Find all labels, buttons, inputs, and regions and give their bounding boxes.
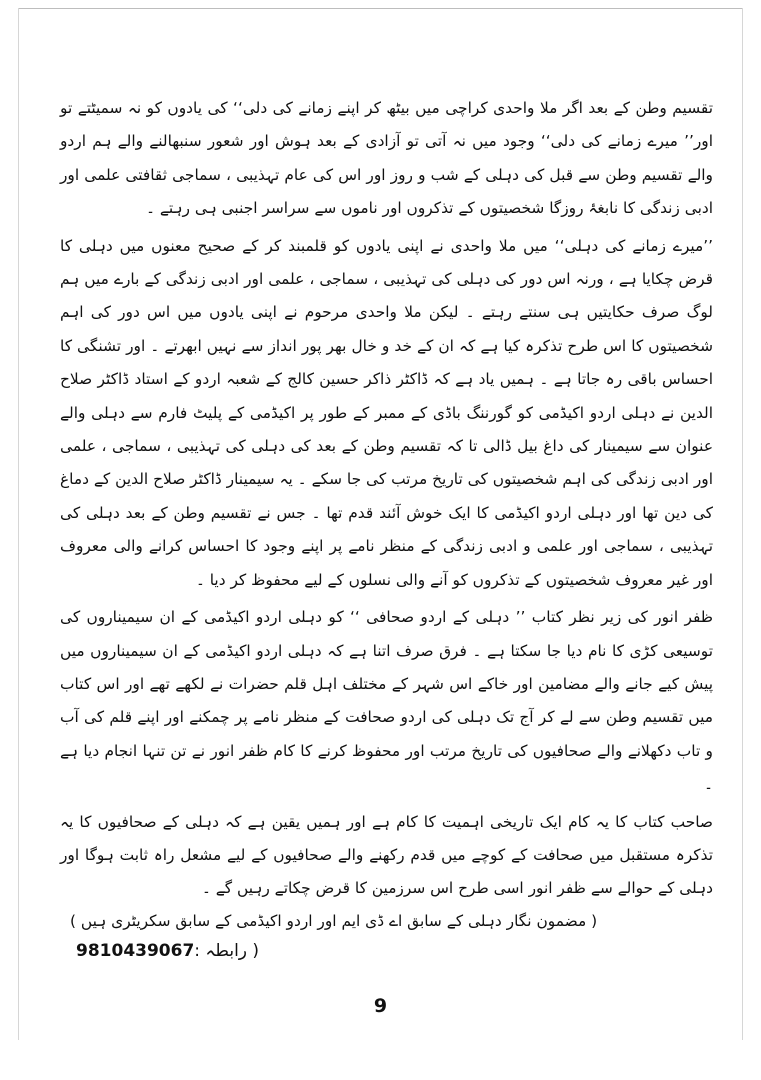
contact-line [76,938,259,964]
paragraph-1: تقسیم وطن کے بعد اگر ملا واحدی کراچی میں بیٹھ کر اپنے زمانے کی دلی‘‘ کی یادوں کو نہ سمیٹتے تو اور’’ میرے زمانے کی دلی‘‘ وجود میں نہ آتی تو آزادی کے بعد ہوش اور شعور سنبھالنے والے ہم اردو والے تقسیم وطن سے قبل کی دہلی کے شب و روز اور اس کی عام تہذیبی ، سماجی ثقافتی علمی اور ادبی زندگی کا نابغۂ روزگا شخصیتوں کے تذکروں اور ناموں سے سراسر اجنبی ہی رہتے ۔ [60,99,713,218]
contact-phone: 9810439067 [76,941,195,961]
page-right-edge [742,8,743,1040]
paragraph-4: صاحب کتاب کا یہ کام ایک تاریخی اہمیت کا کام ہے اور ہمیں یقین ہے کہ دہلی کے صحافیوں کا یہ تذکرہ مستقبل میں صحافت کے کوچے میں قدم رکھنے والے صحافیوں کے لیے مشعل راہ ثابت ہوگا اور دہلی کے حوالے سے ظفر انور اسی طرح اس سرزمین کا قرض چکاتے رہیں گے ۔ [60,812,713,898]
paragraph-3: ظفر انور کی زیر نظر کتاب ’’ دہلی کے اردو صحافی ‘‘ کو دہلی اردو اکیڈمی کے ان سیمیناروں کی توسیعی کڑی کا نام دیا جا سکتا ہے ۔ فرق صرف اتنا ہے کہ دہلی اردو اکیڈمی کے ان سیمیناروں میں پیش کیے جانے والے مضامین اور خاکے اس شہر کے مختلف اہل قلم حضرات نے لکھے تھے اور اس کتاب میں تقسیم وطن سے لے کر آج تک دہلی کی اردو صحافت کے منظر نامے پر چمکنے اور اپنے قلم کی آب و تاب دکھلانے والے صحافیوں کی تاریخ مرتب اور محفوظ کرنے کا کام ظفر انور نے تن تنہا انجام دیا ہے ۔ [60,608,713,794]
page-left-edge [18,8,19,1040]
paragraph-2: ’’میرے زمانے کی دہلی‘‘ میں ملا واحدی نے اپنی یادوں کو قلمبند کر کے صحیح معنوں میں دہلی کا قرض چکایا ہے ، ورنہ اس دور کی دہلی کی تہذیبی ، سماجی ، علمی اور ادبی زندگی کے بارے میں ہم لوگ صرف حکایتیں ہی سنتے رہتے ۔ لیکن ملا واحدی مرحوم نے اپنی یادوں میں اس دور کی اہم شخصیتوں کا اس طرح تذکرہ کیا ہے کہ ان کے خد و خال بھر پور انداز سے نہیں ابھرتے ۔ اور تشنگی کا احساس باقی رہ جاتا ہے ۔ ہمیں یاد ہے کہ ڈاکٹر ذاکر حسین کالج کے شعبہ اردو کے استاد ڈاکٹر صلاح الدین نے دہلی اردو اکیڈمی کو گورننگ باڈی کے ممبر کے طور پر اکیڈمی کے پلیٹ فارم سے دہلی والے عنوان سے سیمینار کی داغ بیل ڈالی تا کہ تقسیم وطن کے بعد کی دہلی کی تہذیبی ، سماجی ، علمی اور ادبی زندگی کی اہم شخصیتوں کی تاریخ مرتب کی جا سکے ۔ یہ سیمینار ڈاکٹر صلاح الدین کے دماغ کی دین تھا اور دہلی اردو اکیڈمی کا ایک خوش آئند قدم تھا ۔ جس نے تقسیم وطن کے بعد دہلی کی تہذیبی ، سماجی اور علمی و ادبی زندگی کے منظر نامے پر اپنے وجود کا احساس کرانے والی معروف اور غیر معروف شخصیتوں کے تذکروں کو آنے والی نسلوں کے لیے محفوظ کر دیا ۔ [60,236,713,589]
page-top-edge [18,8,743,9]
author-note: ( مضمون نگار دہلی کے سابق اے ڈی ایم اور اردو اکیڈمی کے سابق سکریٹری ہیں ) [70,911,598,930]
article-body [60,92,713,936]
contact-label: ( رابطہ : [194,941,260,961]
page-number: 9 [373,995,388,1017]
